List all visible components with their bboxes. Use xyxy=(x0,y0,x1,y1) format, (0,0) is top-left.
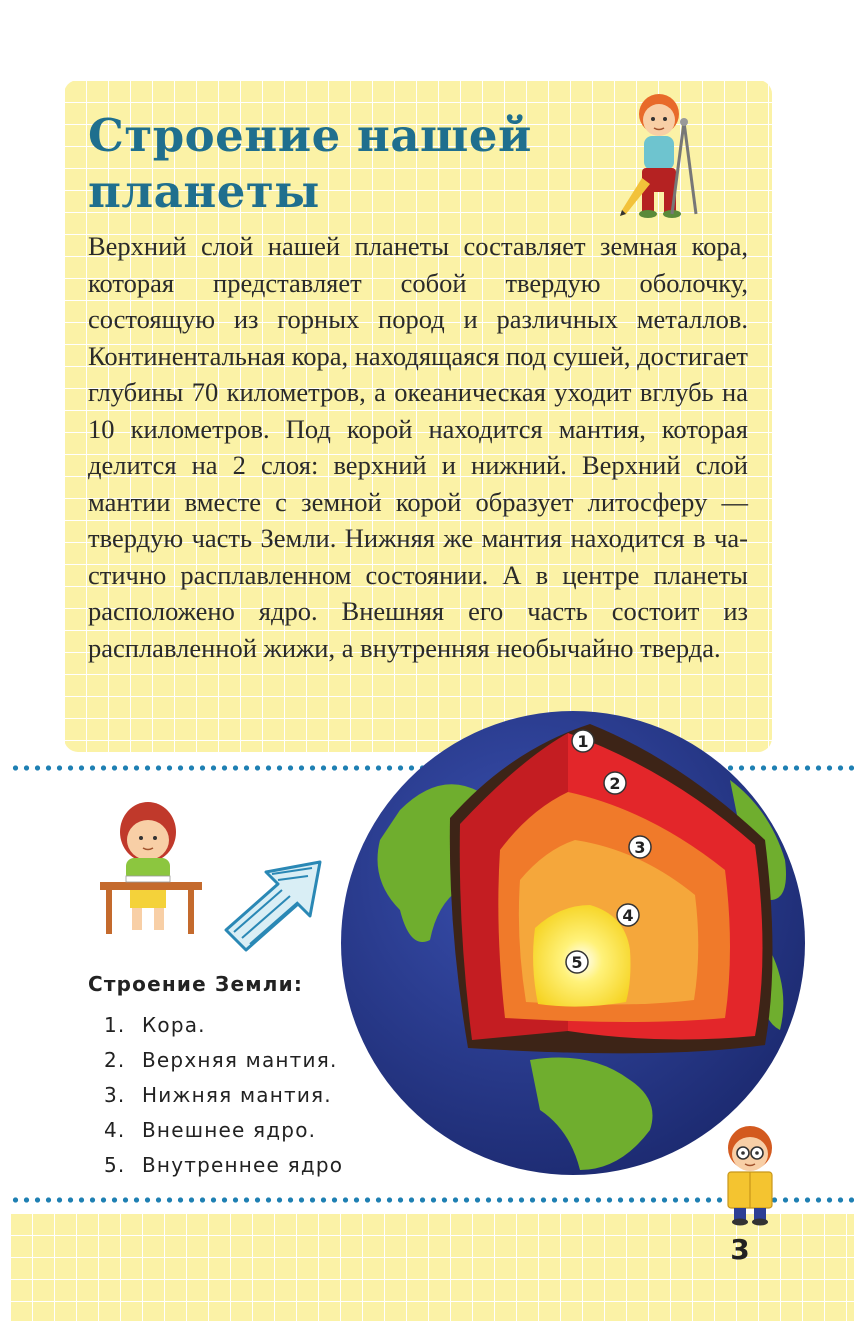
legend-title: Строение Земли: xyxy=(88,972,304,996)
arrow-pointer-icon xyxy=(222,858,326,952)
legend-list xyxy=(104,1008,343,1183)
label-5 xyxy=(566,951,588,973)
legend-item: 1. Кора. xyxy=(104,1013,206,1037)
girl-at-desk-illustration xyxy=(96,798,206,940)
label-4 xyxy=(617,904,639,926)
label-3 xyxy=(629,836,651,858)
label-1 xyxy=(572,730,594,752)
footer-band xyxy=(10,1213,854,1321)
reading-boy-illustration xyxy=(716,1122,784,1226)
legend-item: 4. Внешнее ядро. xyxy=(104,1118,317,1142)
boy-with-compass-illustration xyxy=(612,90,702,222)
svg-text:5: 5 xyxy=(571,953,583,972)
svg-text:3: 3 xyxy=(634,838,646,857)
svg-text:1: 1 xyxy=(577,732,589,751)
legend-item: 3. Нижняя мантия. xyxy=(104,1083,332,1107)
legend-item: 2. Верхняя мантия. xyxy=(104,1048,338,1072)
label-2 xyxy=(604,772,626,794)
page-title: Строение нашей планеты xyxy=(88,109,532,218)
legend-item: 5. Внутреннее ядро xyxy=(104,1153,344,1177)
svg-text:4: 4 xyxy=(622,906,634,925)
body-text: Верхний слой нашей планеты составляет земная кора, которая представляет собой твердую оболочку, состоящую из горных пород и различных металлов. Континентальная кора, находящаяся под сушей, достигает глубины 70 километров, а океаническая уходит вглубь на 10 километров. Под корой находится мантия, которая делится на 2 слоя: верхний и нижний. Верхний слой мантии вместе с земной корой образует литосферу — твердую часть Земли. Нижняя же мантия находится в частично расплавленном состоянии. А в центре планеты расположено ядро. Внешняя его часть состоит из расплавленной жижи, а внутренняя необычайно тверда. xyxy=(88,231,748,663)
earth-structure-diagram xyxy=(330,700,830,1190)
page-number: 3 xyxy=(730,1233,750,1266)
svg-text:2: 2 xyxy=(609,774,621,793)
